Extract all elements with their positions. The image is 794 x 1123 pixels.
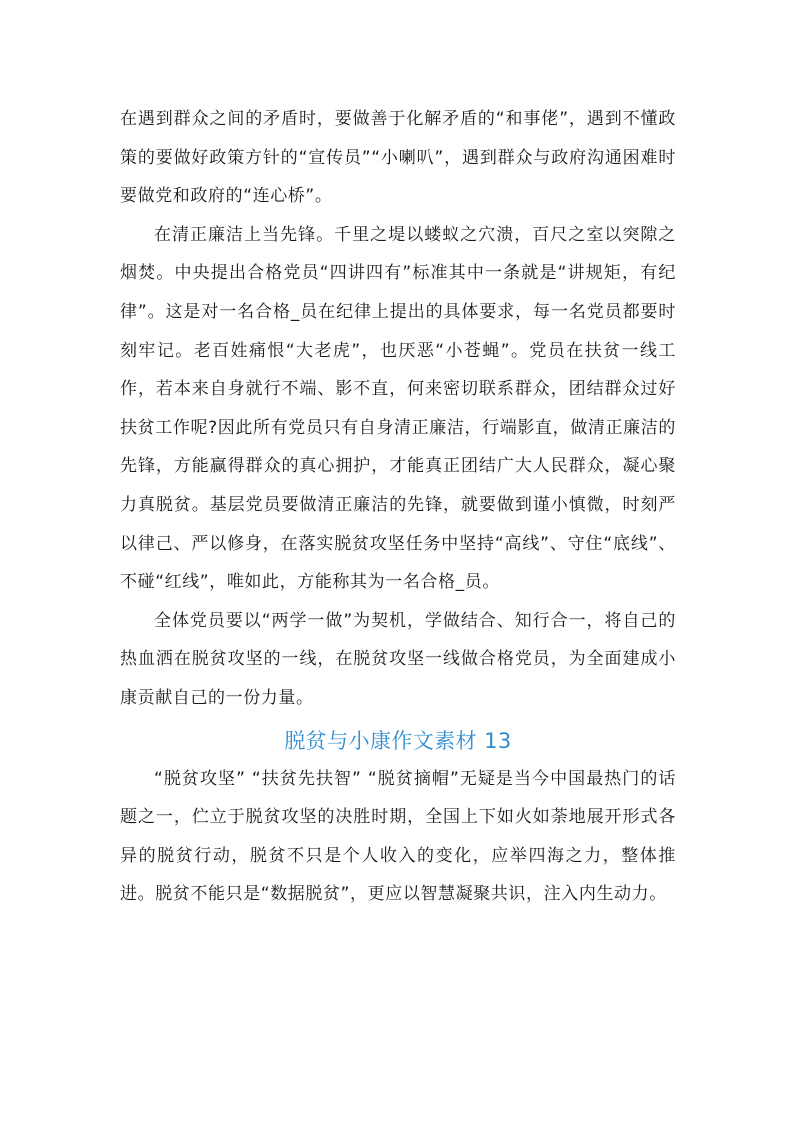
paragraph-poverty-alleviation: “脱贫攻坚” “扶贫先扶智” “脱贫摘帽”无疑是当今中国最热门的话题之一，伫立于脱贫攻坚的决胜时期，全国上下如火如荼地展开形式各异的脱贫行动，脱贫不只是个人收入的变化，应举四海之力，整体推进。脱贫不能只是“数据脱贫”，更应以智慧凝聚共识，注入内生动力。	[120, 768, 676, 905]
document-body	[120, 100, 676, 914]
section-heading: 脱贫与小康作文素材 13	[284, 728, 512, 753]
paragraph-mediation: 在遇到群众之间的矛盾时，要做善于化解矛盾的“和事佬”，遇到不懂政策的要做好政策方针的“宣传员”“小喇叭”，遇到群众与政府沟通困难时要做党和政府的“连心桥”。	[120, 109, 676, 207]
paragraph-integrity: 在清正廉洁上当先锋。千里之堤以蝼蚁之穴溃，百尺之室以突隙之烟焚。中央提出合格党员“四讲四有”标准其中一条就是“讲规矩，有纪律”。这是对一名合格_员在纪律上提出的具体要求，每一名党员都要时刻牢记。老百姓痛恨“大老虎”，也厌恶“小苍蝇”。党员在扶贫一线工作，若本来自身就行不端、影不直，何来密切联系群众，团结群众过好扶贫工作呢?因此所有党员只有自身清正廉洁，行端影直，做清正廉洁的先锋，方能赢得群众的真心拥护，才能真正团结广大人民群众，凝心聚力真脱贫。基层党员要做清正廉洁的先锋，就要做到谨小慎微，时刻严以律己、严以修身，在落实脱贫攻坚任务中坚持“高线”、守住“底线”、不碰“红线”，唯如此，方能称其为一名合格_员。	[120, 224, 676, 593]
paragraph-two-studies: 全体党员要以“两学一做”为契机，学做结合、知行合一，将自己的热血洒在脱贫攻坚的一线，在脱贫攻坚一线做合格党员，为全面建成小康贡献自己的一份力量。	[120, 610, 676, 708]
